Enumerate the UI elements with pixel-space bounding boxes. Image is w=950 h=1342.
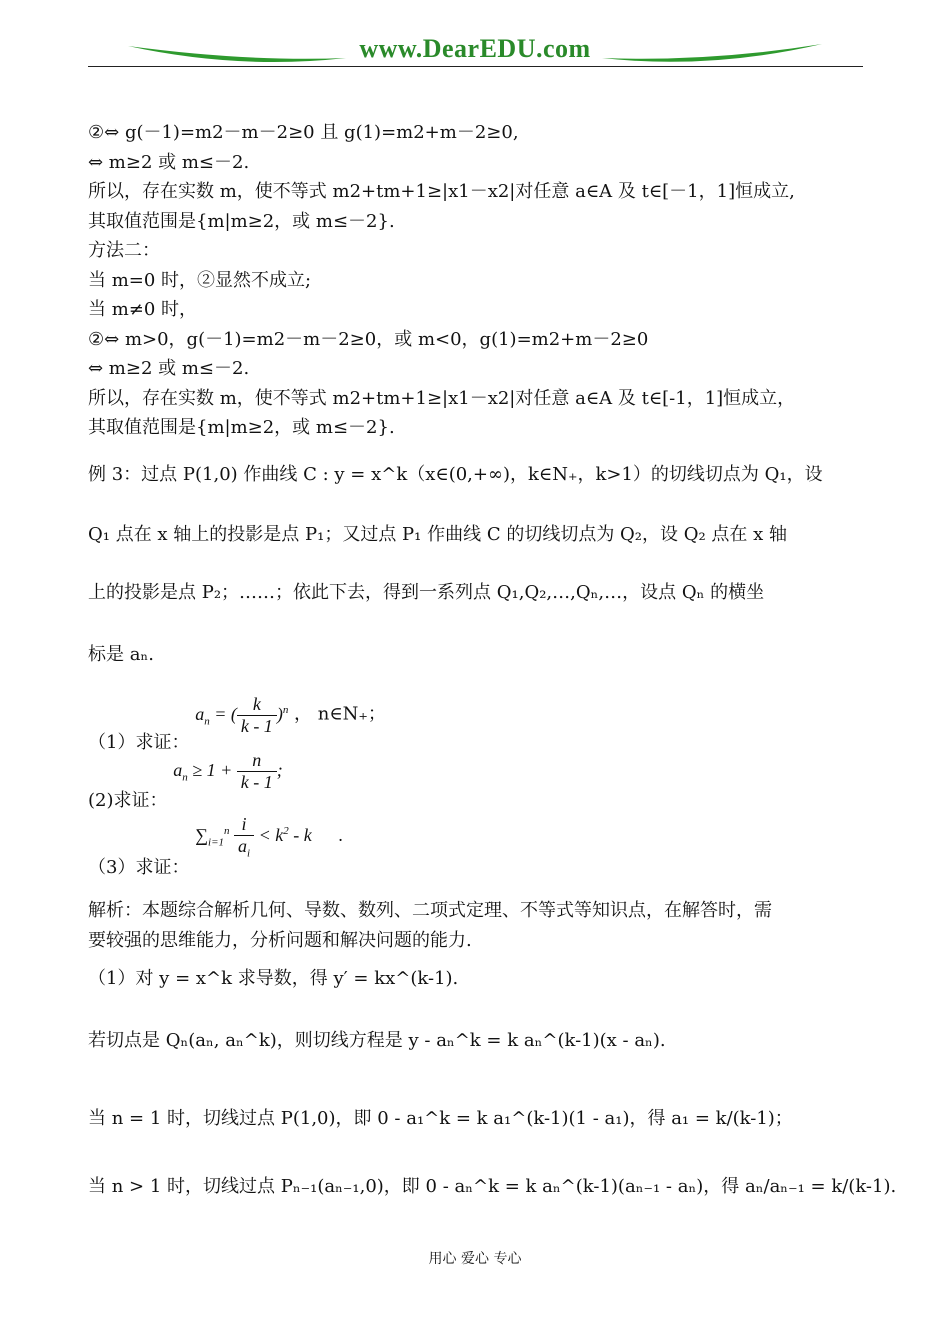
example-line-4: 标是 aₙ. <box>88 644 154 665</box>
solution-line-3: （1）对 y = x^k 求导数，得 y′ = kx^(k-1). <box>88 968 459 989</box>
example-line-2: Q₁ 点在 x 轴上的投影是点 P₁；又过点 P₁ 作曲线 C 的切线切点为 Q₂，设 Q₂ 点在 x 轴 <box>88 524 788 545</box>
task-2-formula: $a_n \ge 1$ + $\frac{n}{k - 1}$ ; <box>173 750 283 792</box>
header-rule <box>88 66 863 67</box>
task-1-label: （1）求证： <box>88 731 190 753</box>
task-1 <box>88 694 386 753</box>
text-line: 其取值范围是{m|m≥2，或 m≤－2}. <box>88 210 395 232</box>
task-3-label: （3）求证： <box>88 856 190 878</box>
example-line-1: 例 3：过点 P(1,0) 作曲线 C : y = x^k（x∈(0,+∞)，k∈N₊，k>1）的切线切点为 Q₁，设 <box>88 464 823 485</box>
method-text <box>88 118 878 443</box>
text-line: 当 m≠0 时， <box>88 299 198 320</box>
text-line: 其取值范围是{m|m≥2，或 m≤－2}. <box>88 417 395 438</box>
text-line: ②⇔ g(－1)=m2－m－2≥0 且 g(1)=m2+m－2≥0, <box>88 122 519 143</box>
text-line: ⇔ m≥2 或 m≤－2. <box>88 151 250 173</box>
page-footer: 用心 爱心 专心 <box>428 1251 522 1267</box>
task-2-label: (2)求证： <box>88 789 168 811</box>
solution-line-1: 解析：本题综合解析几何、导数、数列、二项式定理、不等式等知识点，在解答时，需 <box>88 900 772 921</box>
task-1-tail: ， n∈N₊； <box>294 703 386 725</box>
solution-line-4: 若切点是 Qₙ(aₙ, aₙ^k)，则切线方程是 y - aₙ^k = k aₙ^(k-1)(x - aₙ). <box>88 1030 666 1051</box>
site-title[interactable]: www.DearEDU.com <box>359 34 591 63</box>
example-line-3: 上的投影是点 P₂；……；依此下去，得到一系列点 Q₁,Q₂,…,Qₙ,…，设点 Qₙ 的横坐 <box>88 582 765 603</box>
text-line: ⇔ m≥2 或 m≤－2. <box>88 358 250 379</box>
solution-line-6: 当 n > 1 时，切线过点 Pₙ₋₁(aₙ₋₁,0)，即 0 - aₙ^k = k aₙ^(k-1)(aₙ₋₁ - aₙ)，得 aₙ/aₙ₋₁ = k/(k-1). <box>88 1176 897 1197</box>
text-line: 方法二： <box>88 240 160 261</box>
solution-line-5: 当 n = 1 时，切线过点 P(1,0)，即 0 - a₁^k = k a₁^(k-1)(1 - a₁)，得 a₁ = k/(k-1)； <box>88 1108 793 1129</box>
task-3 <box>88 814 344 878</box>
task-3-formula: $\sum_{i=1}^n$ $\frac{i}{a_i}$ < $k^2$ - k . <box>195 814 344 860</box>
text-line: ②⇔ m>0，g(－1)=m2－m－2≥0，或 m<0，g(1)=m2+m－2≥0 <box>88 328 649 350</box>
task-2 <box>88 750 283 811</box>
text-line: 当 m=0 时，②显然不成立; <box>88 269 312 291</box>
page-header <box>0 0 950 80</box>
text-line: 所以，存在实数 m，使不等式 m2+tm+1≥|x1－x2|对任意 a∈A 及 t∈[-1，1]恒成立， <box>88 387 796 409</box>
text-line: 所以，存在实数 m，使不等式 m2+tm+1≥|x1－x2|对任意 a∈A 及 t∈[－1，1]恒成立, <box>88 181 795 202</box>
solution-line-2: 要较强的思维能力，分析问题和解决问题的能力. <box>88 930 472 951</box>
task-1-formula: $a_n$ = ( $\frac{k}{k - 1}$ )$^n$ <box>195 694 289 736</box>
